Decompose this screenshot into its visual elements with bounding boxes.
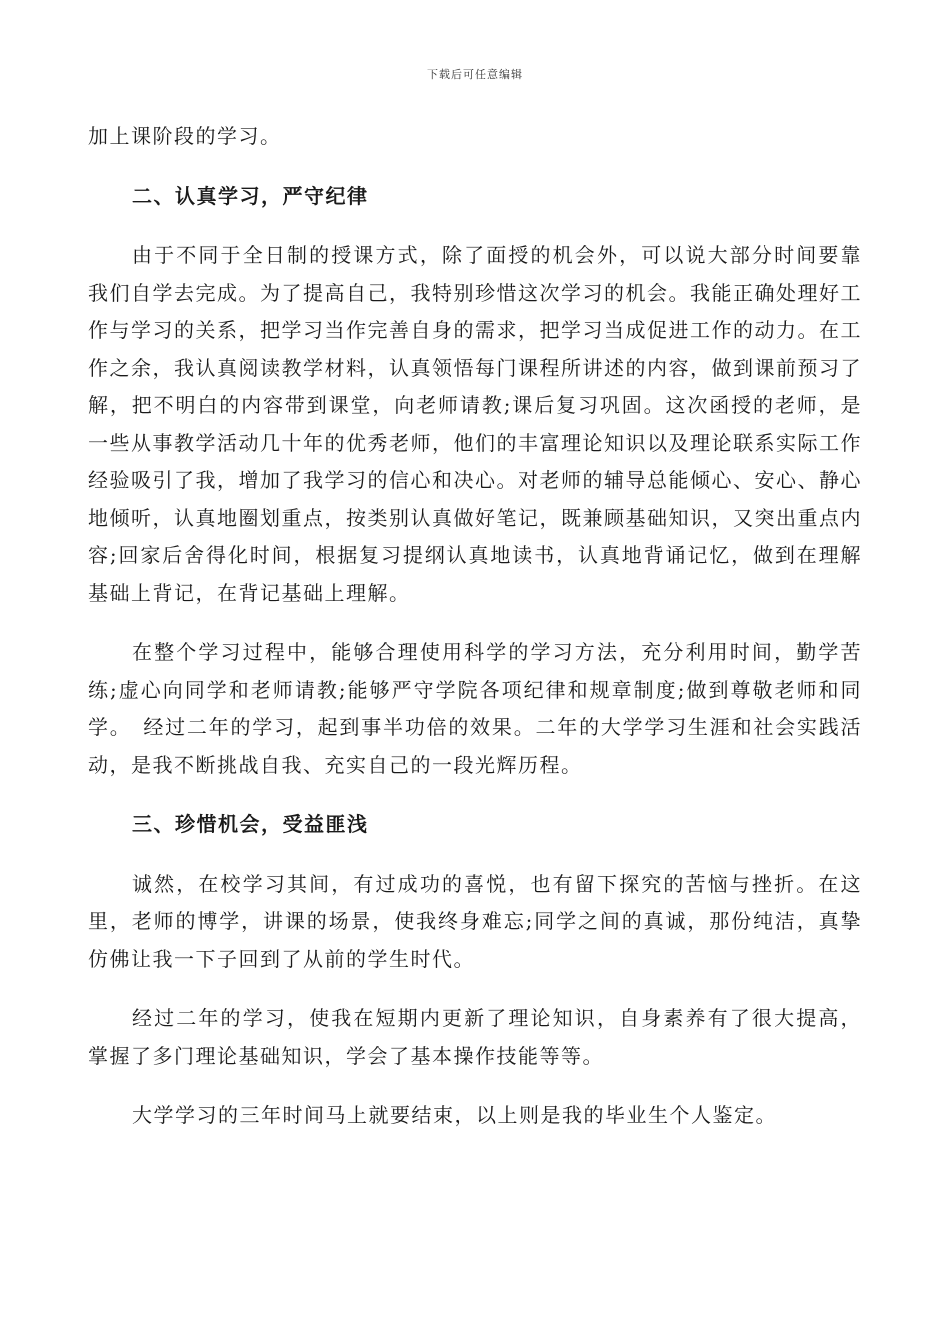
section-heading-2: 二、认真学习，严守纪律 bbox=[132, 183, 369, 208]
section-heading-3: 三、珍惜机会，受益匪浅 bbox=[132, 812, 369, 836]
spacer bbox=[88, 844, 862, 866]
paragraph-knowledge-gains: 经过二年的学习，使我在短期内更新了理论知识，自身素养有了很大提高，掌握了多门理论基础知识，学会了基本操作技能等等。 bbox=[88, 1006, 862, 1068]
paragraph-study-methods: 在整个学习过程中，能够合理使用科学的学习方法，充分利用时间，勤学苦练;虚心向同学和老师请教;能够严守学院各项纪律和规章制度;做到尊敬老师和同学。 经过二年的学习，起到事半功倍的效果。二年的大学学习生涯和社会实践活动，是我不断挑战自我、充实自己的一段光辉历程。 bbox=[88, 640, 862, 777]
spacer bbox=[88, 215, 862, 237]
document-body bbox=[88, 118, 862, 1135]
header-note: 下载后可任意编辑 bbox=[427, 68, 523, 81]
paragraph-conclusion: 大学学习的三年时间马上就要结束，以上则是我的毕业生个人鉴定。 bbox=[132, 1103, 777, 1127]
spacer bbox=[88, 156, 862, 178]
paragraph-continuation: 加上课阶段的学习。 bbox=[88, 124, 282, 148]
spacer bbox=[88, 1075, 862, 1097]
spacer bbox=[88, 978, 862, 1000]
paragraph-school-memories: 诚然，在校学习其间，有过成功的喜悦，也有留下探究的苦恼与挫折。在这里，老师的博学，讲课的场景，使我终身难忘;同学之间的真诚，那份纯洁，真挚仿佛让我一下子回到了从前的学生时代。 bbox=[88, 871, 862, 971]
spacer bbox=[88, 784, 862, 806]
paragraph-study-discipline: 由于不同于全日制的授课方式，除了面授的机会外，可以说大部分时间要靠我们自学去完成。为了提高自己，我特别珍惜这次学习的机会。我能正确处理好工作与学习的关系，把学习当作完善自身的需求，把学习当成促进工作的动力。在工作之余，我认真阅读教学材料，认真领悟每门课程所讲述的内容，做到课前预习了解，把不明白的内容带到课堂，向老师请教;课后复习巩固。这次函授的老师，是一些从事教学活动几十年的优秀老师，他们的丰富理论知识以及理论联系实际工作经验吸引了我，增加了我学习的信心和决心。对老师的辅导总能倾心、安心、静心地倾听，认真地圈划重点，按类别认真做好笔记，既兼顾基础知识，又突出重点内容;回家后舍得化时间，根据复习提纲认真地读书，认真地背诵记忆，做到在理解基础上背记，在背记基础上理解。 bbox=[88, 243, 862, 605]
spacer bbox=[88, 612, 862, 634]
